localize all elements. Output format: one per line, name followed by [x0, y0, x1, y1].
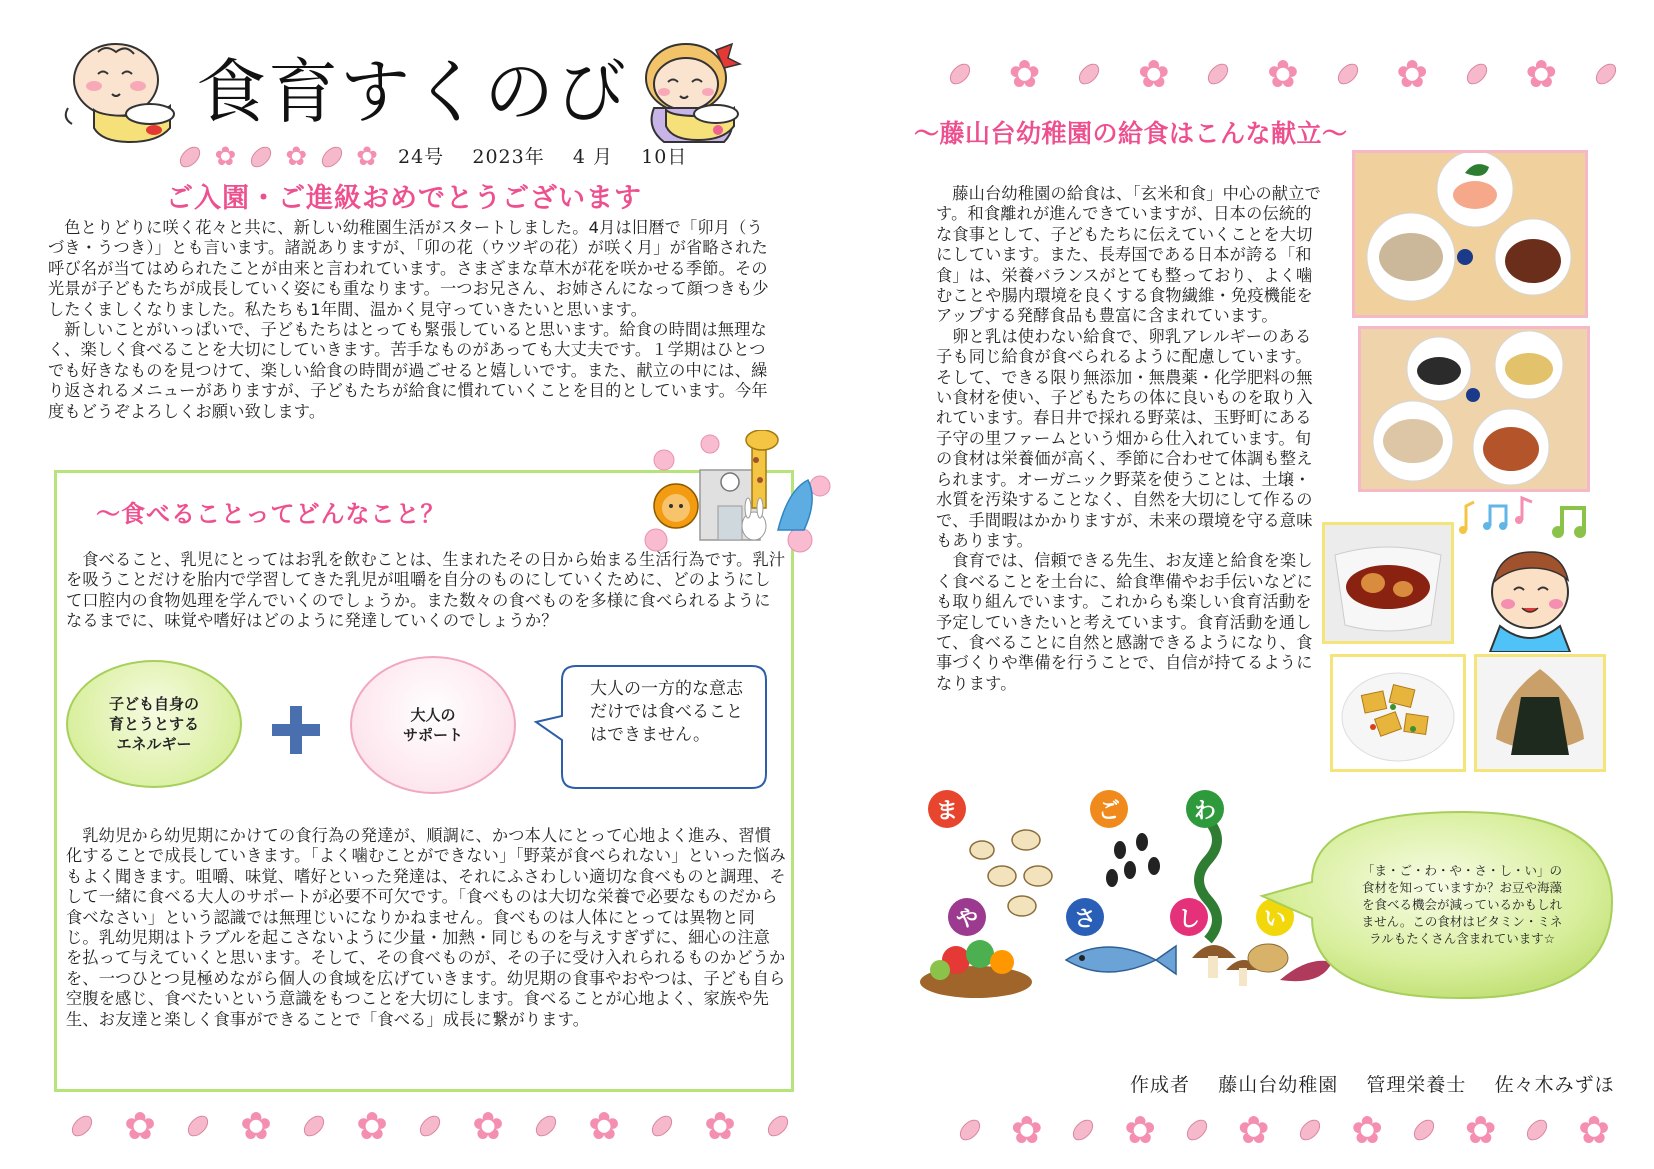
- petal-icon: [184, 1113, 213, 1140]
- adult-support-line-2: サポート: [402, 726, 463, 744]
- menu-heading: ～藤山台幼稚園の給食はこんな献立～: [914, 119, 1348, 148]
- letter-circle-ya: や: [948, 898, 986, 936]
- petal-icon: [317, 144, 346, 171]
- greeting-body: [48, 218, 778, 422]
- dessert-photo: [1322, 522, 1454, 644]
- cherry-blossom-icon: ✿: [1137, 52, 1170, 96]
- cherry-blossom-icon: ✿: [285, 142, 308, 172]
- cherry-blossom-icon: ✿: [704, 1104, 736, 1148]
- petal-icon: [1462, 61, 1491, 88]
- issue-month: 4 月: [572, 146, 614, 168]
- girl-character-illustration: [634, 38, 764, 148]
- cherry-blossom-icon: ✿: [1351, 1108, 1384, 1152]
- issue-number: 24号: [398, 146, 445, 168]
- cherry-blossom-icon: ✿: [356, 1104, 388, 1148]
- adult-support-bubble: [350, 656, 516, 794]
- petal-icon: [1075, 61, 1104, 88]
- cherry-blossom-icon: ✿: [356, 142, 378, 172]
- cherry-blossom-icon: ✿: [124, 1104, 156, 1148]
- menu-paragraph-2: 卵と乳は使わない給食で、卵乳アレルギーのある子も同じ給食が食べられるように配慮しています。そして、できる限り無添加・無農薬・化学肥料の無い食材を使い、子どもたちの体に良いものを取り入れています。春日井で採れる野菜は、玉野町にある子守の里ファームという畑から仕入れています。旬の食材は栄養価が高く、季節に合わせて体調も整えられます。オーガニック野菜を使うことは、土壌・水質を汚染することなく、自然を大切にして作るので、手間暇はかかりますが、未来の環境を守る意味もあります。: [936, 326, 1313, 550]
- petal-icon: [648, 1113, 677, 1140]
- cherry-blossom-icon: ✿: [240, 1104, 272, 1148]
- cherry-blossom-icon: ✿: [1396, 52, 1429, 96]
- eating-intro: [66, 550, 786, 632]
- header-blossom-row-left: [178, 142, 378, 172]
- header-blossom-row-right: [948, 52, 1618, 96]
- cherry-blossom-icon: ✿: [1008, 52, 1041, 96]
- petal-icon: [764, 1113, 793, 1140]
- greeting-paragraph-1: 色とりどりに咲く花々と共に、新しい幼稚園生活がスタートしました。4月は旧暦で「卯月（うづき・うつき）」とも言います。諸説ありますが、「卯の花（ウツギの花）が咲く月」が省略された呼び名が当てはめられたことが由来と言われています。さまざまな草木が花を咲かせる季節。その光景が子どもたちが成長していく姿にも重なります。一つお兄さん、お姉さんになって顔つきも少したくましくなりました。私たちも1年間、温かく見守っていきたいと思います。: [48, 218, 769, 319]
- letter-circle-shi: し: [1170, 898, 1208, 936]
- issue-date-line: [398, 142, 687, 169]
- petal-icon: [68, 1113, 97, 1140]
- magowa-speech-bubble: [1250, 806, 1620, 1006]
- zoo-school-illustration: [640, 430, 840, 560]
- petal-icon: [946, 61, 975, 88]
- magowa-bubble-text: 「ま・ご・わ・や・さ・し・い」の食材を知っていますか？お豆や海藻を食べる機会が減っているかもしれません。この食材はビタミン・ミネラルもたくさん含まれています☆: [1361, 863, 1563, 946]
- credits-school: 藤山台幼稚園: [1218, 1074, 1339, 1096]
- plus-icon: [270, 704, 322, 756]
- eating-heading: ～食べることってどんなこと？: [96, 500, 446, 528]
- cherry-blossom-icon: ✿: [1464, 1108, 1497, 1152]
- petal-icon: [1592, 61, 1621, 88]
- petal-icon: [246, 144, 275, 171]
- cherry-blossom-icon: ✿: [1010, 1108, 1043, 1152]
- cherry-blossom-icon: ✿: [1578, 1108, 1610, 1152]
- child-energy-line-2: 育とうとする: [108, 715, 199, 733]
- greeting-heading: ご入園・ご進級おめでとうございます: [166, 183, 642, 214]
- menu-paragraph-1: 藤山台幼稚園の給食は、「玄米和食」中心の献立です。和食離れが進んできていますが、日本の伝統的な食事として、子どもたちに伝えていくことを大切にしています。また、長寿国である日本が誇る「和食」は、栄養バランスがとても整っており、よく噛むことや腸内環境を良くする食物繊維・免疫機能をアップする発酵食品も豊富に含まれています。: [936, 184, 1321, 326]
- footer-blossom-row-left: [70, 1104, 790, 1148]
- child-energy-line-1: 子ども自身の: [108, 695, 199, 713]
- petal-icon: [176, 144, 205, 171]
- lunch-tray-photo-2: [1358, 326, 1590, 492]
- menu-body: [936, 184, 1322, 694]
- menu-paragraph-3: 食育では、信頼できる先生、お友達と給食を楽しく食べることを土台に、給食準備やお手伝いなどにも取り組んでいます。これからも楽しい食育活動を予定していきたいと考えています。食育活動を通して、食べることに自然と感謝できるようになり、食事づくりや準備を行うことで、自信が持てるようになります。: [936, 551, 1313, 693]
- eating-closing-paragraph: 乳幼児から幼児期にかけての食行為の発達が、順調に、かつ本人にとって心地よく進み、習慣化することで成長していきます。「よく噛むことができない」「野菜が食べられない」といった悩みもよく聞きます。咀嚼、味覚、嗜好といった発達は、それにふさわしい適切な食べものと調理、そして一緒に食べる大人のサポートが必要不可欠です。「食べものは大切な栄養で必要なものだから食べなさい」という認識では無理じいになりかねません。食べものは人体にとっては異物と同じ。乳幼児期はトラブルを起こさないように少量・加熱・同じものを与えすぎずに、細心の注意を払って与えていくと思います。そして、その食べものが、その子に受け入れられるものかどうかを、一つひとつ見極めながら個人の食域を広げていきます。幼児期の食事やおやつは、子ども自ら空腹を感じ、食べたいという意識をもつことを大切にします。食べることが心地よく、家族や先生、お友達と楽しく食事ができることで「食べる」成長に繋がります。: [66, 826, 786, 1029]
- potato-dish-photo: [1330, 654, 1466, 772]
- credits-name: 佐々木みずほ: [1494, 1074, 1615, 1096]
- cherry-blossom-icon: ✿: [1267, 52, 1299, 96]
- greeting-paragraph-2: 新しいことがいっぱいで、子どもたちはとっても緊張していると思います。給食の時間は無理なく、楽しく食べることを大切にしていきます。苦手なものがあっても大丈夫です。１学期はひとつでも好きなものを見つけて、楽しい給食の時間が過ごせると嬉しいです。また、献立の中には、繰り返されるメニューがありますが、子どもたちが給食に慣れていくことを目的としています。今年度もどうぞよろしくお願い致します。: [48, 320, 768, 421]
- child-energy-line-3: エネルギー: [116, 735, 192, 753]
- cherry-blossom-icon: ✿: [1124, 1108, 1157, 1152]
- petal-icon: [532, 1113, 561, 1140]
- letter-circle-ma: ま: [928, 790, 966, 828]
- petal-icon: [956, 1117, 985, 1144]
- petal-icon: [300, 1113, 329, 1140]
- petal-icon: [1069, 1117, 1098, 1144]
- child-energy-bubble: [66, 660, 242, 788]
- newsletter-title: 食育すくのび: [196, 51, 628, 133]
- letter-circle-go: ご: [1090, 790, 1128, 828]
- letter-circle-sa: さ: [1066, 898, 1104, 936]
- petal-icon: [1409, 1117, 1438, 1144]
- cherry-blossom-icon: ✿: [1525, 52, 1558, 96]
- speech-balloon: [532, 660, 772, 794]
- eating-closing: [66, 826, 786, 1030]
- letter-circle-i: い: [1256, 898, 1294, 936]
- happy-child-illustration: [1468, 542, 1598, 652]
- eating-intro-paragraph: 食べること、乳児にとってはお乳を飲むことは、生まれたその日から始まる生活行為です。乳汁を吸うことだけを胎内で学習してきた乳児が咀嚼を自分のものにしていくために、どのようにして口腔内の食物処理を学んでいくのでしょうか。また数々の食べものを多様に食べられるようになるまでに、味覚や嗜好はどのように発達していくのでしょうか？: [66, 550, 786, 631]
- credits-label: 作成者: [1130, 1074, 1191, 1096]
- letter-circle-wa: わ: [1186, 790, 1224, 828]
- petal-icon: [1523, 1117, 1552, 1144]
- cherry-blossom-icon: ✿: [1237, 1108, 1270, 1152]
- credits-line: [1130, 1070, 1615, 1097]
- speech-balloon-text: 大人の一方的な意志だけでは食べることはできません。: [590, 679, 743, 745]
- petal-icon: [1296, 1117, 1325, 1144]
- credits-role: 管理栄養士: [1366, 1074, 1467, 1096]
- petal-icon: [1204, 61, 1233, 88]
- baby-character-illustration: [58, 38, 188, 148]
- cherry-blossom-icon: ✿: [472, 1104, 504, 1148]
- cherry-blossom-icon: ✿: [214, 142, 237, 172]
- onigiri-photo: [1474, 654, 1606, 772]
- issue-year: 2023年: [472, 146, 545, 168]
- cherry-blossom-icon: ✿: [588, 1104, 620, 1148]
- lunch-tray-photo-1: [1352, 150, 1588, 318]
- footer-blossom-row-right: [958, 1108, 1610, 1152]
- issue-day: 10日: [641, 146, 688, 168]
- petal-icon: [1333, 61, 1362, 88]
- petal-icon: [416, 1113, 445, 1140]
- adult-support-line-1: 大人の: [410, 706, 456, 724]
- petal-icon: [1183, 1117, 1212, 1144]
- music-notes-icon: [1456, 490, 1616, 540]
